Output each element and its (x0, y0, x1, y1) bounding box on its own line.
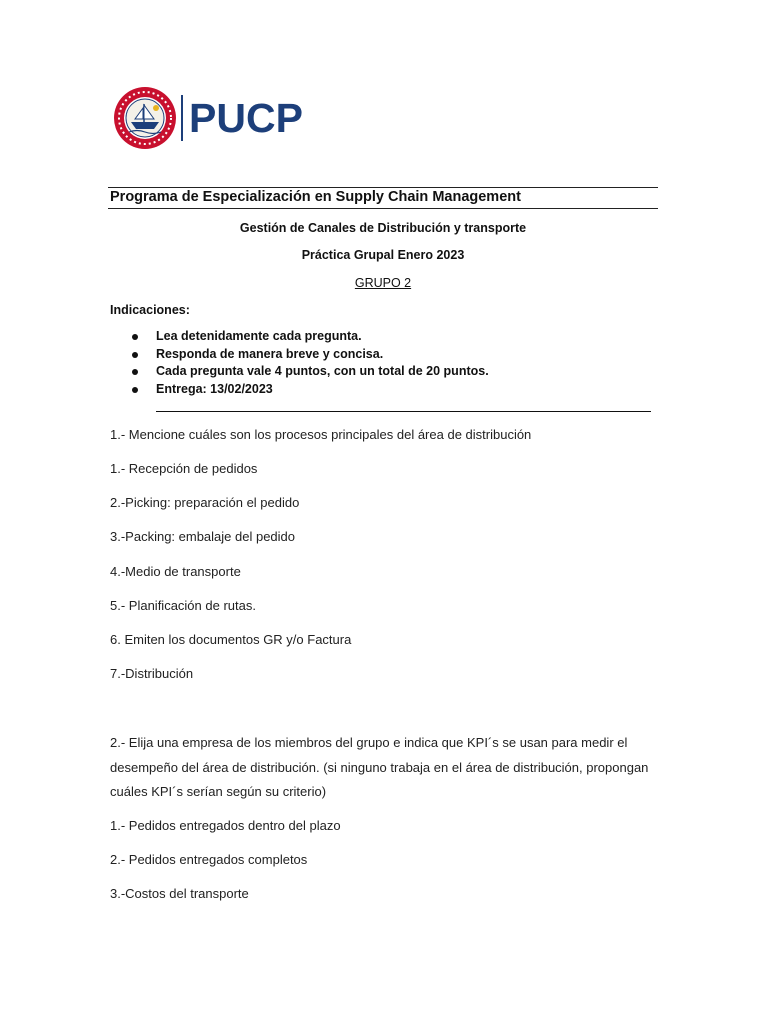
answer-2-1: 1.- Pedidos entregados dentro del plazo (110, 818, 341, 833)
list-item: Cada pregunta vale 4 puntos, con un total de 20 puntos. (110, 363, 655, 381)
instructions-list (110, 328, 655, 398)
list-item: Responda de manera breve y concisa. (110, 346, 655, 364)
bullet-icon (132, 352, 138, 358)
pucp-seal-icon (113, 86, 177, 150)
title-bottom-rule (108, 208, 658, 209)
program-title: Programa de Especialización en Supply Chain Management (110, 189, 521, 205)
answer-1-1: 1.- Recepción de pedidos (110, 461, 258, 476)
question-2: 2.- Elija una empresa de los miembros del grupo e indica que KPI´s se usan para medir el desempeño del área de distribución. (si ninguno trabaja en el área de distribución, propongan cuáles KPI´s serían según su criterio) (110, 735, 649, 799)
answer-2-3: 3.-Costos del transporte (110, 886, 249, 901)
course-title: Gestión de Canales de Distribución y transporte (239, 221, 527, 235)
practice-title: Práctica Grupal Enero 2023 (301, 248, 465, 262)
answer-1-2: 2.-Picking: preparación el pedido (110, 495, 300, 510)
group-label-text: GRUPO 2 (354, 276, 412, 290)
group-label (108, 276, 658, 290)
answer-1-5: 5.- Planificación de rutas. (110, 598, 256, 613)
bullet-icon (132, 387, 138, 393)
answer-1-7: 7.-Distribución (110, 666, 194, 681)
list-item: Entrega: 13/02/2023 (110, 381, 655, 399)
bullet-icon (132, 334, 138, 340)
answer-1-6: 6. Emiten los documentos GR y/o Factura (110, 632, 352, 647)
title-top-rule (108, 187, 658, 188)
list-item: Lea detenidamente cada pregunta. (110, 328, 655, 346)
logo-divider (181, 95, 183, 141)
instructions-title: Indicaciones: (110, 303, 190, 317)
answer-1-4: 4.-Medio de transporte (110, 564, 241, 579)
answer-2-2: 2.- Pedidos entregados completos (110, 852, 308, 867)
logo-wordmark: PUCP (189, 94, 303, 141)
bullet-icon (132, 369, 138, 375)
separator-line (156, 411, 651, 412)
answer-1-3: 3.-Packing: embalaje del pedido (110, 529, 296, 544)
question-1: 1.- Mencione cuáles son los procesos principales del área de distribución (110, 427, 532, 442)
pucp-logo (113, 86, 303, 150)
